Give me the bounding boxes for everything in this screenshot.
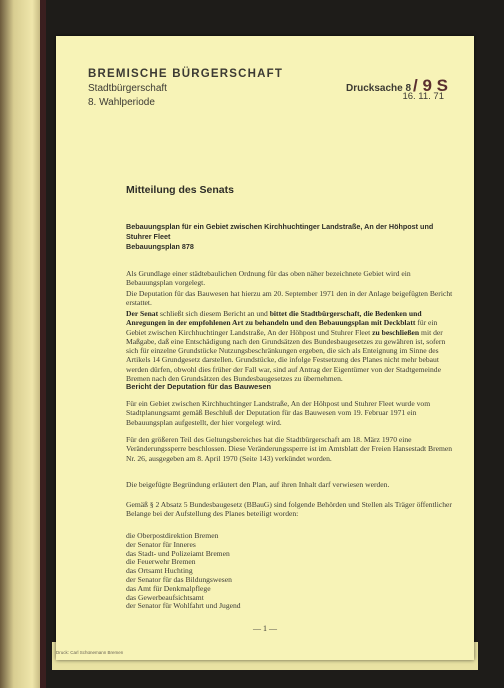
paragraph-6: Die beigefügte Begründung erläutert den Plan, auf ihren Inhalt darf verwiesen werden. — [126, 480, 390, 489]
plan-number: Bebauungsplan 878 — [126, 242, 194, 251]
document-subject: Bebauungsplan für ein Gebiet zwischen Kirchhuchtinger Landstraße, An der Höhpost und Stuhrer Fleet — [126, 222, 434, 241]
paragraph-1: Als Grundlage einer städtebaulichen Ordnung für das oben näher bezeichnete Gebiet wird ein Bebauungsplan vorgelegt. — [126, 269, 411, 288]
body-name: Stadtbürgerschaft — [88, 83, 167, 94]
paragraph-3 — [126, 309, 456, 383]
paragraph-3-request: bittet die Stadtbürgerschaft, die Bedenken und Anregungen in der empfohlenen Art zu behandeln und den Bebauungsplan mit Deckblatt — [126, 309, 422, 328]
list-item: das Ortsamt Huchting — [126, 566, 193, 576]
list-item: der Senator für Inneres — [126, 539, 196, 549]
list-item: das Stadt- und Polizeiamt Bremen — [126, 548, 230, 558]
paragraph-3-text-c: mit der Maßgabe, daß eine Entschädigung nach den Grundsätzen des Bundesbaugesetzes zu gewähren ist, sofern sich für einzelne Grundstücke Nutzungsbeschränkungen ergeben, die sich als Enteignung im Sinne des Artikels 14 Grundgesetz darstellen. Grundstücke, die infolge Festsetzung des Planes nicht mehr bebaut werden dürfen, obwohl dies früher der Fall war, sind auf Antrag der Eigentümer von der Stadtgemeinde Bremen nach den Grundsätzen des Bundesbaugesetzes zu übernehmen. — [126, 327, 446, 384]
list-item: der Senator für das Bildungswesen — [126, 574, 232, 584]
printer-imprint: Druck: Carl Schünemann Bremen — [56, 650, 124, 655]
drucksache-number: / 9 S — [413, 76, 448, 95]
paragraph-5: Für den größeren Teil des Geltungsbereiches hat die Stadtbürgerschaft am 18. März 1970 eine Veränderungssperre beschlossen. Diese Veränderungssperre ist im Amtsblatt der Freien Hansestadt Bremen Nr. 26, ausgegeben am 8. April 1970 (Seite 143) verkündet worden. — [126, 435, 453, 463]
list-item: die Oberpostdirektion Bremen — [126, 531, 219, 540]
document-page — [56, 36, 474, 660]
page-number: — 1 — — [253, 624, 277, 633]
document-title: Mitteilung des Senats — [126, 184, 234, 196]
paragraph-2: Die Deputation für das Bauwesen hat hierzu am 20. September 1971 den in der Anlage beigefügten Bericht erstattet. — [126, 289, 453, 308]
paragraph-7: Gemäß § 2 Absatz 5 Bundesbaugesetz (BBauG) sind folgende Behörden und Stellen als Träger öffentlicher Belange bei der Aufstellung des Planes beteiligt worden: — [126, 500, 452, 519]
binder-edge — [40, 0, 46, 688]
paragraph-3-text-a: schließt sich diesem Bericht an und — [158, 309, 270, 318]
drucksache-label: Drucksache 8 — [345, 83, 412, 94]
list-item: der Senator für Wohlfahrt und Jugend — [126, 601, 241, 611]
paragraph-3-text-b: für ein Gebiet zwischen Kirchhuchtinger Landstraße, An der Höhpost und Stuhrer Fleet — [126, 318, 438, 337]
paragraph-3-resolve: zu beschließen — [372, 327, 420, 337]
list-item: das Gewerbeaufsichtsamt — [126, 592, 204, 602]
document-date: 16. 11. 71 — [402, 91, 444, 102]
legislative-period: 8. Wahlperiode — [88, 97, 155, 108]
list-item: das Amt für Denkmalpflege — [126, 583, 211, 593]
senate-label: Der Senat — [126, 309, 159, 318]
list-item: die Feuerwehr Bremen — [126, 557, 196, 567]
section-heading: Bericht der Deputation für das Bauwesen — [126, 382, 271, 391]
authority-list — [126, 532, 456, 611]
organization-name: BREMISCHE BÜRGERSCHAFT — [88, 68, 284, 80]
paragraph-4: Für ein Gebiet zwischen Kirchhuchtinger Landstraße, An der Höhpost und Stuhrer Fleet wurde vom Stadtplanungsamt gemäß Beschluß der Deputation für das Bauwesen vom 19. Februar 1971 ein Bebauungsplan aufgestellt, der hier vorgelegt wird. — [126, 399, 431, 427]
